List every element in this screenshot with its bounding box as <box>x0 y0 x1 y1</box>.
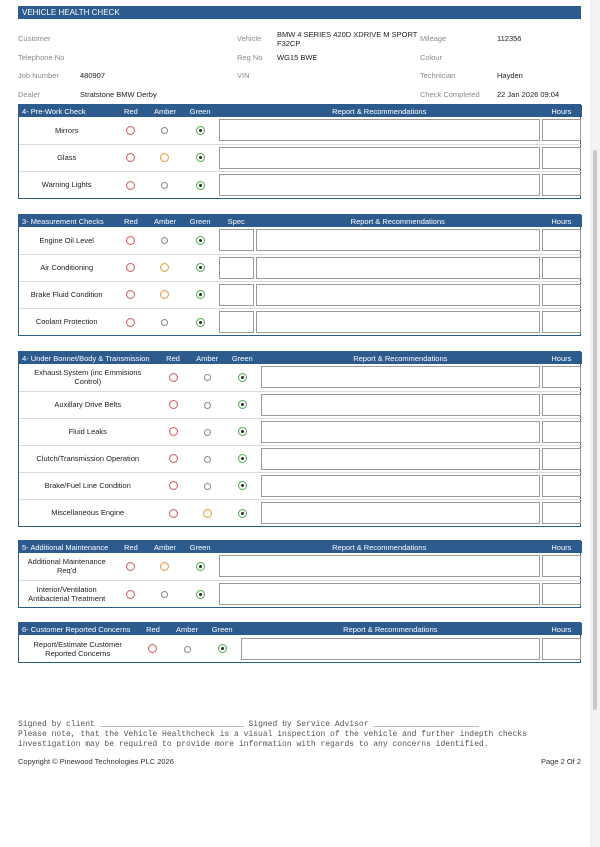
customer-label: Customer <box>18 34 51 43</box>
report-cell <box>240 635 541 662</box>
section-title: 4- Pre-Work Check <box>19 105 114 117</box>
hours-input[interactable] <box>542 502 581 524</box>
amber-radio[interactable] <box>161 182 168 189</box>
report-input[interactable] <box>261 421 540 443</box>
rating-cell-amber <box>147 553 182 580</box>
rating-cell-red <box>114 171 147 198</box>
check-table <box>19 623 582 662</box>
green-radio[interactable] <box>196 126 205 135</box>
hours-cell <box>541 499 582 526</box>
report-cell <box>260 391 541 418</box>
report-input[interactable] <box>256 311 540 333</box>
rating-cell-amber <box>147 171 182 198</box>
report-cell <box>218 580 541 607</box>
rating-cell-red <box>156 391 189 418</box>
report-input[interactable] <box>219 119 540 141</box>
amber-radio[interactable] <box>203 509 212 518</box>
check-section <box>18 622 581 663</box>
check-item-label: Clutch/Transmission Operation <box>19 445 156 472</box>
rating-cell-amber <box>147 227 182 254</box>
report-input[interactable] <box>256 257 540 279</box>
check-row <box>19 472 582 499</box>
hours-cell <box>541 281 582 308</box>
regno-label: Reg No <box>237 53 263 62</box>
rating-cell-green <box>183 227 218 254</box>
section-title: 6- Customer Reported Concerns <box>19 623 136 635</box>
hours-cell <box>541 171 582 198</box>
col-hours: Hours <box>541 352 582 364</box>
rating-cell-amber <box>190 418 225 445</box>
hours-input[interactable] <box>542 475 581 497</box>
rating-cell-green <box>225 364 260 391</box>
green-radio[interactable] <box>196 562 205 571</box>
report-cell <box>260 445 541 472</box>
green-radio[interactable] <box>196 290 205 299</box>
report-input[interactable] <box>219 583 540 605</box>
vehicle-label: Vehicle <box>237 34 262 43</box>
green-radio[interactable] <box>196 263 205 272</box>
col-report: Report & Recommendations <box>218 541 541 553</box>
telephone-label: Telephone No <box>18 53 65 62</box>
mileage-label: Mileage <box>420 34 447 43</box>
check-table <box>19 215 582 335</box>
col-amber: Amber <box>190 352 225 364</box>
section-title: 5- Additional Maintenance <box>19 541 114 553</box>
amber-radio[interactable] <box>161 319 168 326</box>
check-row <box>19 144 582 171</box>
amber-radio[interactable] <box>160 562 169 571</box>
hours-cell <box>541 391 582 418</box>
hours-input[interactable] <box>542 394 581 416</box>
section-title: 4- Under Bonnet/Body & Transmission <box>19 352 156 364</box>
page-number: Page 2 Of 2 <box>540 757 581 766</box>
job-number-label: Job Number <box>18 71 59 80</box>
vehicle-info <box>18 19 581 105</box>
green-radio[interactable] <box>196 153 205 162</box>
rating-cell-amber <box>147 281 182 308</box>
amber-radio[interactable] <box>204 374 211 381</box>
rating-cell-amber <box>147 308 182 335</box>
rating-cell-green <box>205 635 240 662</box>
check-section <box>18 104 581 199</box>
check-table <box>19 352 582 526</box>
rating-cell-green <box>183 553 218 580</box>
hours-cell <box>541 580 582 607</box>
check-item-label: Miscellaneous Engine <box>51 508 125 518</box>
report-input[interactable] <box>261 366 540 388</box>
spec-input[interactable] <box>219 311 254 333</box>
green-radio[interactable] <box>238 454 247 463</box>
col-amber: Amber <box>147 541 182 553</box>
vin-label: VIN <box>237 71 250 80</box>
rating-cell-green <box>183 308 218 335</box>
check-row <box>19 227 582 254</box>
amber-radio[interactable] <box>161 127 168 134</box>
report-input[interactable] <box>261 502 540 524</box>
rating-cell-red <box>114 144 147 171</box>
col-red: Red <box>114 105 147 117</box>
hours-cell <box>541 144 582 171</box>
report-cell <box>218 144 541 171</box>
signature-line <box>18 720 581 730</box>
check-item-label: Exhaust System (inc Emmisions Control) <box>19 364 156 391</box>
green-radio[interactable] <box>238 481 247 490</box>
check-item-label: Mirrors <box>19 117 114 144</box>
hours-cell <box>541 635 582 662</box>
signed-client-line: ______________________________ <box>99 720 244 729</box>
green-radio[interactable] <box>238 509 247 518</box>
col-red: Red <box>156 352 189 364</box>
green-radio[interactable] <box>196 236 205 245</box>
red-radio[interactable] <box>126 126 135 135</box>
rating-cell-green <box>183 580 218 607</box>
rating-cell-red <box>114 580 147 607</box>
dealer-label: Dealer <box>18 90 41 99</box>
report-input[interactable] <box>241 638 540 660</box>
report-cell <box>255 227 541 254</box>
red-radio[interactable] <box>169 427 178 436</box>
rating-cell-red <box>114 254 147 281</box>
page-title: VEHICLE HEALTH CHECK <box>18 6 581 19</box>
red-radio[interactable] <box>169 454 178 463</box>
signed-advisor-line: ______________________ <box>373 720 479 729</box>
hours-input[interactable] <box>542 421 581 443</box>
amber-radio[interactable] <box>204 402 211 409</box>
col-report: Report & Recommendations <box>240 623 541 635</box>
hours-input[interactable] <box>542 583 581 605</box>
hours-cell <box>541 117 582 144</box>
report-input[interactable] <box>256 284 540 306</box>
rating-cell-red <box>114 553 147 580</box>
scrollbar[interactable] <box>590 0 600 847</box>
col-hours: Hours <box>541 623 582 635</box>
rating-cell-green <box>183 117 218 144</box>
col-amber: Amber <box>147 105 182 117</box>
red-radio[interactable] <box>148 644 157 653</box>
check-section <box>18 214 581 336</box>
green-radio[interactable] <box>196 318 205 327</box>
report-cell <box>255 308 541 335</box>
check-item-label: Interior/Ventilation Antibacterial Treatment <box>28 584 106 603</box>
rating-cell-green <box>225 445 260 472</box>
rating-cell-green <box>183 254 218 281</box>
col-red: Red <box>114 215 147 227</box>
col-green: Green <box>183 541 218 553</box>
red-radio[interactable] <box>126 181 135 190</box>
check-row <box>19 635 582 662</box>
col-hours: Hours <box>541 215 582 227</box>
report-input[interactable] <box>219 147 540 169</box>
check-row <box>19 308 582 335</box>
rating-cell-red <box>114 117 147 144</box>
rating-cell-amber <box>190 364 225 391</box>
regno-value: WG15 BWE <box>277 53 318 62</box>
rating-cell-red <box>114 281 147 308</box>
amber-radio[interactable] <box>204 456 211 463</box>
page-footer <box>18 720 581 769</box>
green-radio[interactable] <box>238 373 247 382</box>
check-item-label: Brake Fluid Condition <box>19 281 114 308</box>
check-item-label: Brake/Fuel Line Condition <box>19 472 156 499</box>
rating-cell-green <box>225 418 260 445</box>
red-radio[interactable] <box>169 509 178 518</box>
green-radio[interactable] <box>238 400 247 409</box>
amber-radio[interactable] <box>161 237 168 244</box>
hours-input[interactable] <box>542 311 581 333</box>
disclaimer-note: Please note, that the Vehicle Healthcheck is a visual inspection of the vehicle and further indepth checks investigation may be required to provide more information with regards to any concerns identified. <box>18 730 527 749</box>
red-radio[interactable] <box>126 590 135 599</box>
rating-cell-green <box>183 171 218 198</box>
mileage-value: 112356 <box>497 34 522 43</box>
hours-cell <box>541 472 582 499</box>
check-completed-value: 22 Jan 2026 09:04 <box>497 90 560 99</box>
vehicle-value: BMW 4 SERIES 420D XDRIVE M SPORT F32CP <box>277 30 418 48</box>
rating-cell-red <box>136 635 169 662</box>
report-cell <box>260 472 541 499</box>
rating-cell-amber <box>147 254 182 281</box>
check-row <box>19 391 582 418</box>
hours-input[interactable] <box>542 638 581 660</box>
report-input[interactable] <box>256 229 540 251</box>
red-radio[interactable] <box>169 373 178 382</box>
rating-cell-red <box>156 499 189 526</box>
col-spec: Spec <box>218 215 255 227</box>
amber-radio[interactable] <box>204 483 211 490</box>
spec-cell <box>218 308 255 335</box>
red-radio[interactable] <box>126 236 135 245</box>
col-hours: Hours <box>541 105 582 117</box>
hours-cell <box>541 418 582 445</box>
health-check-page <box>18 6 581 658</box>
check-item-label: Glass <box>19 144 114 171</box>
scrollbar-thumb[interactable] <box>593 150 597 710</box>
red-radio[interactable] <box>126 263 135 272</box>
red-radio[interactable] <box>169 400 178 409</box>
col-green: Green <box>205 623 240 635</box>
check-row <box>19 254 582 281</box>
hours-cell <box>541 553 582 580</box>
report-cell <box>255 254 541 281</box>
hours-input[interactable] <box>542 366 581 388</box>
col-green: Green <box>183 105 218 117</box>
amber-radio[interactable] <box>161 591 168 598</box>
colour-label: Colour <box>420 53 443 62</box>
check-row <box>19 281 582 308</box>
col-report: Report & Recommendations <box>260 352 541 364</box>
hours-input[interactable] <box>542 555 581 577</box>
col-amber: Amber <box>147 215 182 227</box>
report-input[interactable] <box>219 174 540 196</box>
check-row <box>19 580 582 607</box>
spec-input[interactable] <box>219 284 254 306</box>
report-cell <box>260 364 541 391</box>
col-red: Red <box>114 541 147 553</box>
spec-cell <box>218 254 255 281</box>
rating-cell-green <box>183 281 218 308</box>
report-cell <box>218 117 541 144</box>
green-radio[interactable] <box>196 181 205 190</box>
col-report: Report & Recommendations <box>255 215 541 227</box>
check-table <box>19 105 582 198</box>
hours-cell <box>541 254 582 281</box>
check-item-label: Air Conditioning <box>19 254 114 281</box>
report-cell <box>260 499 541 526</box>
job-number-value: 480907 <box>80 71 106 80</box>
report-cell <box>260 418 541 445</box>
hours-input[interactable] <box>542 229 581 251</box>
report-cell <box>218 171 541 198</box>
rating-cell-red <box>114 308 147 335</box>
rating-cell-red <box>114 227 147 254</box>
green-radio[interactable] <box>238 427 247 436</box>
red-radio[interactable] <box>126 318 135 327</box>
check-item-label: Report/Estimate Customer Reported Concerns <box>33 639 122 658</box>
hours-input[interactable] <box>542 174 581 196</box>
red-radio[interactable] <box>126 562 135 571</box>
section-title: 3- Measurement Checks <box>19 215 114 227</box>
rating-cell-green <box>225 499 260 526</box>
red-radio[interactable] <box>126 153 135 162</box>
report-input[interactable] <box>261 448 540 470</box>
check-item-label: Warning Lights <box>41 180 92 190</box>
hours-input[interactable] <box>542 147 581 169</box>
check-row <box>19 418 582 445</box>
col-green: Green <box>183 215 218 227</box>
amber-radio[interactable] <box>160 263 169 272</box>
signed-client-label: Signed by client <box>18 720 95 729</box>
report-input[interactable] <box>261 475 540 497</box>
technician-label: Technician <box>420 71 456 80</box>
rating-cell-amber <box>190 499 225 526</box>
rating-cell-amber <box>147 117 182 144</box>
amber-radio[interactable] <box>184 646 191 653</box>
check-item-label: Fluid Leaks <box>19 418 156 445</box>
hours-cell <box>541 445 582 472</box>
col-red: Red <box>136 623 169 635</box>
technician-value: Hayden <box>497 71 523 80</box>
col-green: Green <box>225 352 260 364</box>
rating-cell-amber <box>190 391 225 418</box>
hours-input[interactable] <box>542 257 581 279</box>
spec-input[interactable] <box>219 229 254 251</box>
check-item-label: Additional Maintenance Req'd <box>19 553 114 580</box>
signed-advisor-label: Signed by Service Advisor <box>248 720 369 729</box>
hours-cell <box>541 308 582 335</box>
check-completed-label: Check Completed <box>420 90 480 99</box>
rating-cell-red <box>156 418 189 445</box>
report-cell <box>255 281 541 308</box>
rating-cell-amber <box>147 144 182 171</box>
rating-cell-red <box>156 364 189 391</box>
spec-cell <box>218 281 255 308</box>
rating-cell-amber <box>147 580 182 607</box>
rating-cell-amber <box>190 472 225 499</box>
check-row <box>19 553 582 580</box>
red-radio[interactable] <box>126 290 135 299</box>
spec-cell <box>218 227 255 254</box>
rating-cell-amber <box>170 635 205 662</box>
rating-cell-green <box>225 472 260 499</box>
amber-radio[interactable] <box>160 290 169 299</box>
check-row <box>19 445 582 472</box>
check-item-label: Auxillary Drive Belts <box>19 391 156 418</box>
hours-input[interactable] <box>542 119 581 141</box>
check-row <box>19 117 582 144</box>
col-report: Report & Recommendations <box>218 105 541 117</box>
col-hours: Hours <box>541 541 582 553</box>
green-radio[interactable] <box>196 590 205 599</box>
rating-cell-red <box>156 445 189 472</box>
green-radio[interactable] <box>218 644 227 653</box>
rating-cell-amber <box>190 445 225 472</box>
red-radio[interactable] <box>169 481 178 490</box>
check-row <box>19 364 582 391</box>
check-row <box>19 171 582 198</box>
report-input[interactable] <box>219 555 540 577</box>
rating-cell-red <box>156 472 189 499</box>
check-item-label: Coolant Protection <box>35 317 98 327</box>
amber-radio[interactable] <box>204 429 211 436</box>
check-row <box>19 499 582 526</box>
hours-cell <box>541 227 582 254</box>
check-table <box>19 541 582 607</box>
hours-input[interactable] <box>542 448 581 470</box>
hours-cell <box>541 364 582 391</box>
amber-radio[interactable] <box>160 153 169 162</box>
report-input[interactable] <box>261 394 540 416</box>
dealer-value: Stratstone BMW Derby <box>80 90 157 99</box>
check-section <box>18 540 581 608</box>
hours-input[interactable] <box>542 284 581 306</box>
copyright: Copyright © Pinewood Technologies PLC 2026 <box>18 757 174 766</box>
spec-input[interactable] <box>219 257 254 279</box>
report-cell <box>218 553 541 580</box>
check-section <box>18 351 581 527</box>
check-item-label: Engine Oil Level <box>19 227 114 254</box>
copyright-row <box>18 757 581 769</box>
col-amber: Amber <box>170 623 205 635</box>
rating-cell-green <box>225 391 260 418</box>
rating-cell-green <box>183 144 218 171</box>
